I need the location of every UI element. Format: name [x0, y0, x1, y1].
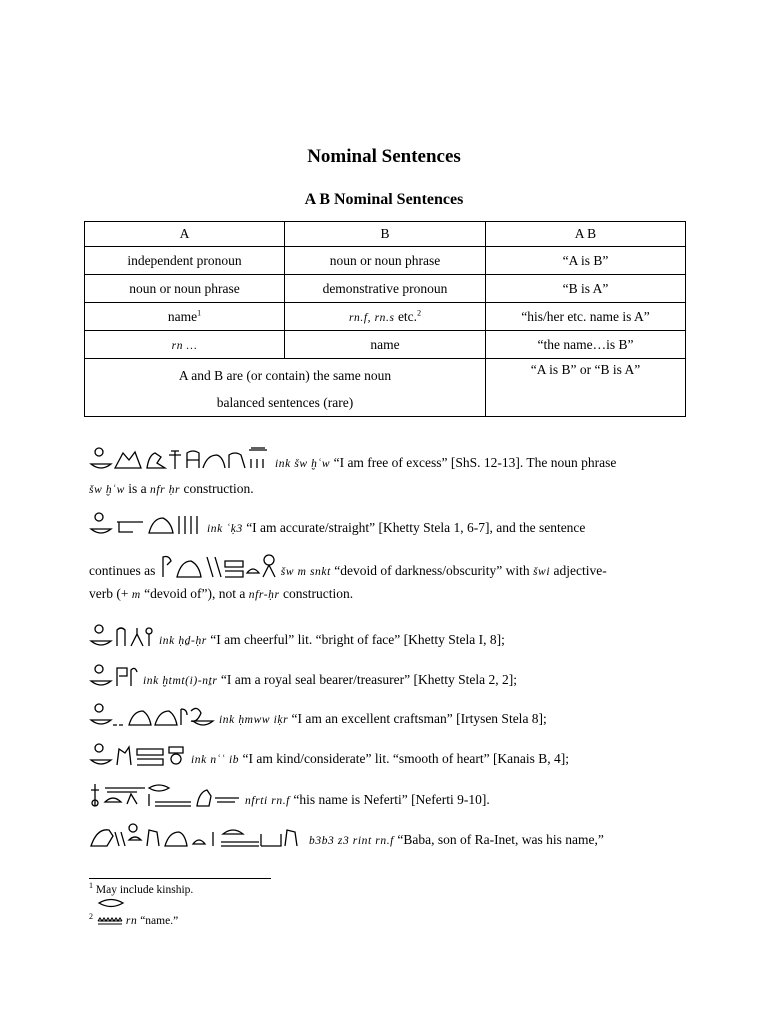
table-cell: noun or noun phrase	[285, 247, 486, 275]
example-line	[89, 624, 689, 648]
example-line	[89, 664, 689, 688]
example-line	[89, 586, 689, 602]
table-cell	[285, 303, 486, 331]
hieroglyph-water-icon	[96, 917, 124, 927]
hieroglyph-group-icon	[159, 553, 277, 579]
footnote-number: 2	[89, 912, 93, 922]
cell-text: name	[167, 308, 198, 324]
translation-text: “I am a royal seal bearer/treasurer” [Khetty Stela 2, 2];	[217, 672, 517, 687]
example-line	[89, 703, 689, 727]
cell-text: etc.	[394, 308, 418, 324]
footnote-text: May include kinship.	[93, 884, 194, 896]
text-prefix: continues as	[89, 563, 159, 578]
table-header-row	[85, 222, 686, 247]
footnote-text: “name.”	[137, 915, 179, 927]
example-line	[89, 743, 689, 767]
cell-line: A and B are (or contain) the same noun	[178, 368, 392, 383]
translation-text: “Baba, son of Ra-Inet, was his name,”	[393, 832, 604, 847]
transliteration: ink ḫtmt(i)-nṯr	[143, 675, 218, 687]
section-title: A B Nominal Sentences	[304, 191, 464, 208]
table-cell	[85, 331, 285, 359]
transliteration: m	[131, 589, 141, 601]
hieroglyph-group-icon	[89, 703, 215, 727]
transliteration: ink nʿʿ ib	[191, 754, 240, 766]
translation-text: “I am free of excess” [ShS. 12-13]. The noun phrase	[330, 455, 617, 470]
cell-line: balanced sentences (rare)	[216, 395, 354, 410]
footnote-number: 1	[89, 881, 93, 891]
table-cell: “B is A”	[486, 275, 686, 303]
table-row	[85, 331, 686, 359]
column-header-b: B	[285, 222, 486, 247]
footnote-1	[89, 881, 194, 896]
page-title: Nominal Sentences	[307, 146, 461, 167]
translation-text: “I am kind/considerate” lit. “smooth of heart” [Kanais B, 4];	[239, 751, 570, 766]
example-line	[89, 481, 689, 497]
translation-text: “devoid of”), not a	[140, 586, 249, 601]
table-cell: “A is B”	[486, 247, 686, 275]
table-cell: “his/her etc. name is A”	[486, 303, 686, 331]
footnote-separator	[89, 878, 271, 879]
example-line	[89, 782, 689, 808]
footnote-2	[89, 912, 179, 927]
translation-text: “I am cheerful” lit. “bright of face” [Khetty Stela I, 8];	[206, 632, 505, 647]
example-line	[89, 447, 689, 471]
transliteration: šw ḫʿw	[89, 484, 125, 496]
translation-text: “devoid of darkness/obscurity” with	[330, 563, 533, 578]
hieroglyph-group-icon	[89, 624, 155, 648]
table-cell: “the name…is B”	[486, 331, 686, 359]
transliteration: ink ḥmww iḳr	[219, 714, 289, 726]
nominal-sentence-table	[84, 221, 686, 417]
hieroglyph-mouth-icon	[97, 898, 125, 911]
translation-text: “his name is Neferti” [Neferti 9-10].	[289, 792, 490, 807]
transliteration: ink ʿḳ3	[207, 523, 243, 535]
table-cell: name	[285, 331, 486, 359]
hieroglyph-group-icon	[89, 822, 305, 848]
translation-text: construction.	[180, 481, 254, 496]
table-cell: noun or noun phrase	[85, 275, 285, 303]
translation-text: adjective-	[550, 563, 607, 578]
hieroglyph-group-icon	[89, 743, 187, 767]
table-cell: independent pronoun	[85, 247, 285, 275]
column-header-a: A	[85, 222, 285, 247]
table-cell: “A is B” or “B is A”	[486, 359, 686, 417]
transliteration: rn.f, rn.s	[348, 311, 395, 324]
transliteration: šwi	[532, 566, 551, 578]
example-line	[89, 822, 689, 848]
translation-text: “I am an excellent craftsman” [Irtysen Stela 8];	[288, 711, 547, 726]
translation-text: construction.	[279, 586, 354, 601]
hieroglyph-group-icon	[89, 782, 241, 808]
table-row	[85, 359, 686, 417]
column-header-ab: A B	[486, 222, 686, 247]
transliteration: nfr ḥr	[150, 484, 181, 496]
transliteration: rn …	[171, 339, 198, 352]
transliteration: nfrti rn.f	[245, 795, 290, 807]
example-line	[89, 512, 689, 536]
footnote-ref-2[interactable]: 2	[417, 308, 422, 317]
transliteration: rn	[125, 915, 138, 927]
text-prefix: verb (+	[89, 586, 132, 601]
example-line	[89, 553, 689, 579]
table-row	[85, 275, 686, 303]
transliteration: nfr-ḥr	[248, 589, 280, 601]
transliteration: b3b3 z3 rint rn.f	[309, 835, 394, 847]
table-cell: demonstrative pronoun	[285, 275, 486, 303]
translation-text: “I am accurate/straight” [Khetty Stela 1, 6-7], and the sentence	[242, 520, 586, 535]
transliteration: ink ḥḏ-ḥr	[159, 635, 207, 647]
translation-text: is a	[124, 481, 150, 496]
hieroglyph-group-icon	[89, 664, 139, 688]
footnote-ref-1[interactable]: 1	[197, 308, 202, 317]
table-row	[85, 247, 686, 275]
transliteration: ink šw ḫʿw	[275, 458, 331, 470]
hieroglyph-group-icon	[89, 512, 203, 536]
table-cell-merged	[85, 359, 486, 417]
transliteration: šw m snkt	[280, 566, 331, 578]
hieroglyph-group-icon	[89, 447, 271, 471]
table-cell	[85, 303, 285, 331]
table-row	[85, 303, 686, 331]
